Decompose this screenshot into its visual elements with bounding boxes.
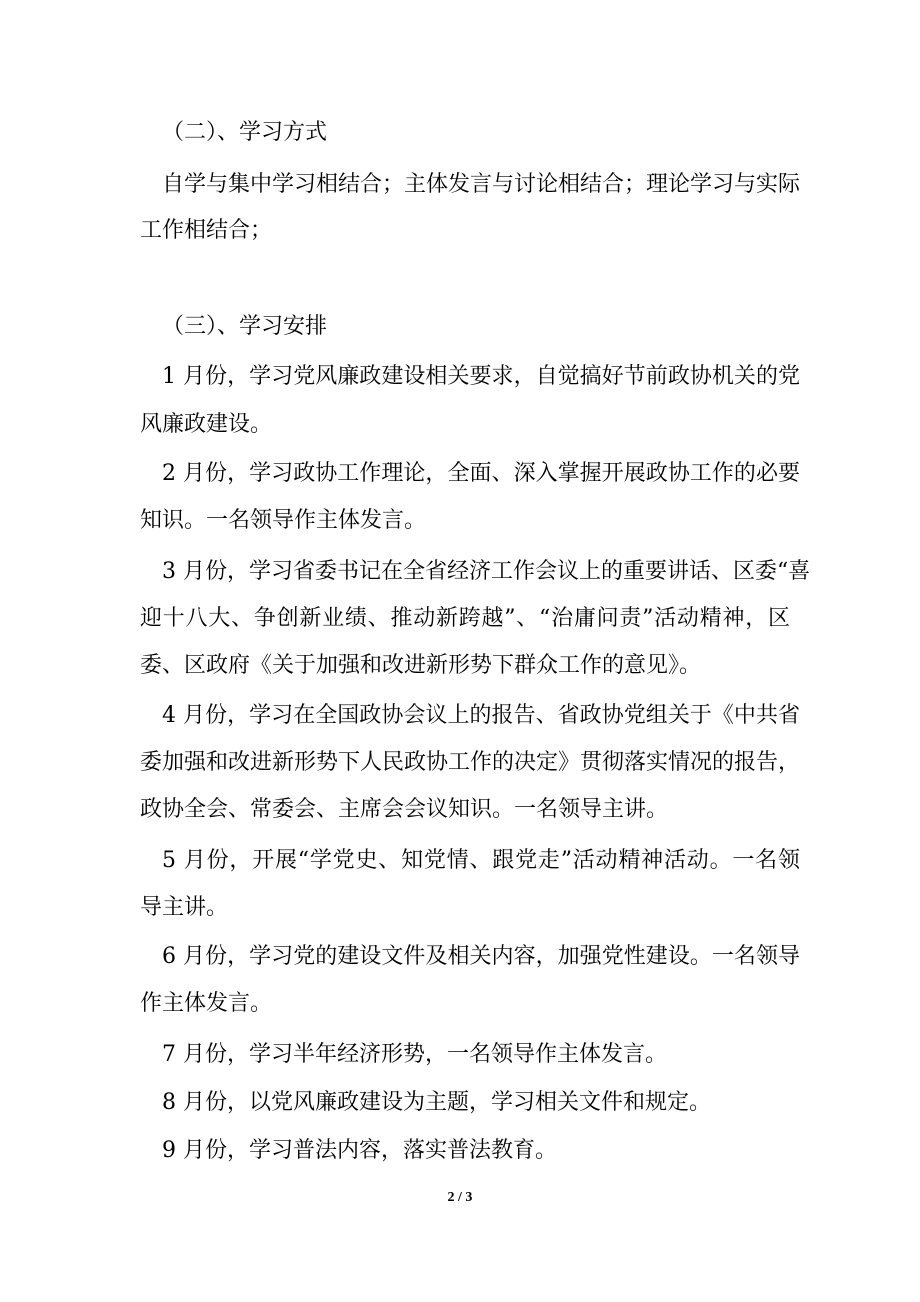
schedule-item-line: 导主讲。 [140,895,229,920]
schedule-item-line: 9 月份，学习普法内容，落实普法教育。 [162,1138,557,1163]
schedule-item-line: 2 月份，学习政协工作理论，全面、深入掌握开展政协工作的必要 [162,461,800,486]
schedule-item-line: 知识。一名领导作主体发言。 [140,508,427,533]
schedule-item-line: 委加强和改进新形势下人民政协工作的决定》贯彻落实情况的报告， [140,750,801,775]
schedule-item-line: 迎十八大、争创新业绩、推动新跨越”、“治庸问责”活动精神，区 [140,606,790,631]
schedule-item-line: 作主体发言。 [140,991,273,1016]
schedule-item-line: 风廉政建设。 [140,412,273,437]
schedule-item-line: 4 月份，学习在全国政协会议上的报告、省政协党组关于《中共省 [162,703,800,728]
schedule-item-line: 8 月份，以党风廉政建设为主题，学习相关文件和规定。 [162,1090,711,1115]
schedule-item-line: 1 月份，学习党风廉政建设相关要求，自觉搞好节前政协机关的党 [162,364,800,389]
section-heading-learning-method: （二）、学习方式 [162,120,328,145]
schedule-item-line: 委、区政府《关于加强和改进新形势下群众工作的意见》。 [140,653,702,678]
schedule-item-line: 政协全会、常委会、主席会会议知识。一名领导主讲。 [140,797,669,822]
paragraph-learning-method-line1: 自学与集中学习相结合；主体发言与讨论相结合；理论学习与实际 [162,172,801,197]
schedule-item-line: 6 月份，学习党的建设文件及相关内容，加强党性建设。一名领导 [162,944,800,969]
schedule-item-line: 3 月份，学习省委书记在全省经济工作会议上的重要讲话、区委“喜 [162,559,811,584]
schedule-item-line: 5 月份，开展“学党史、知党情、跟党走”活动精神活动。一名领 [162,848,800,873]
paragraph-learning-method-line2: 工作相结合； [140,218,273,243]
page-number: 2 / 3 [447,1190,473,1205]
section-heading-learning-schedule: （三）、学习安排 [162,314,328,339]
schedule-item-line: 7 月份，学习半年经济形势，一名领导作主体发言。 [162,1042,667,1067]
